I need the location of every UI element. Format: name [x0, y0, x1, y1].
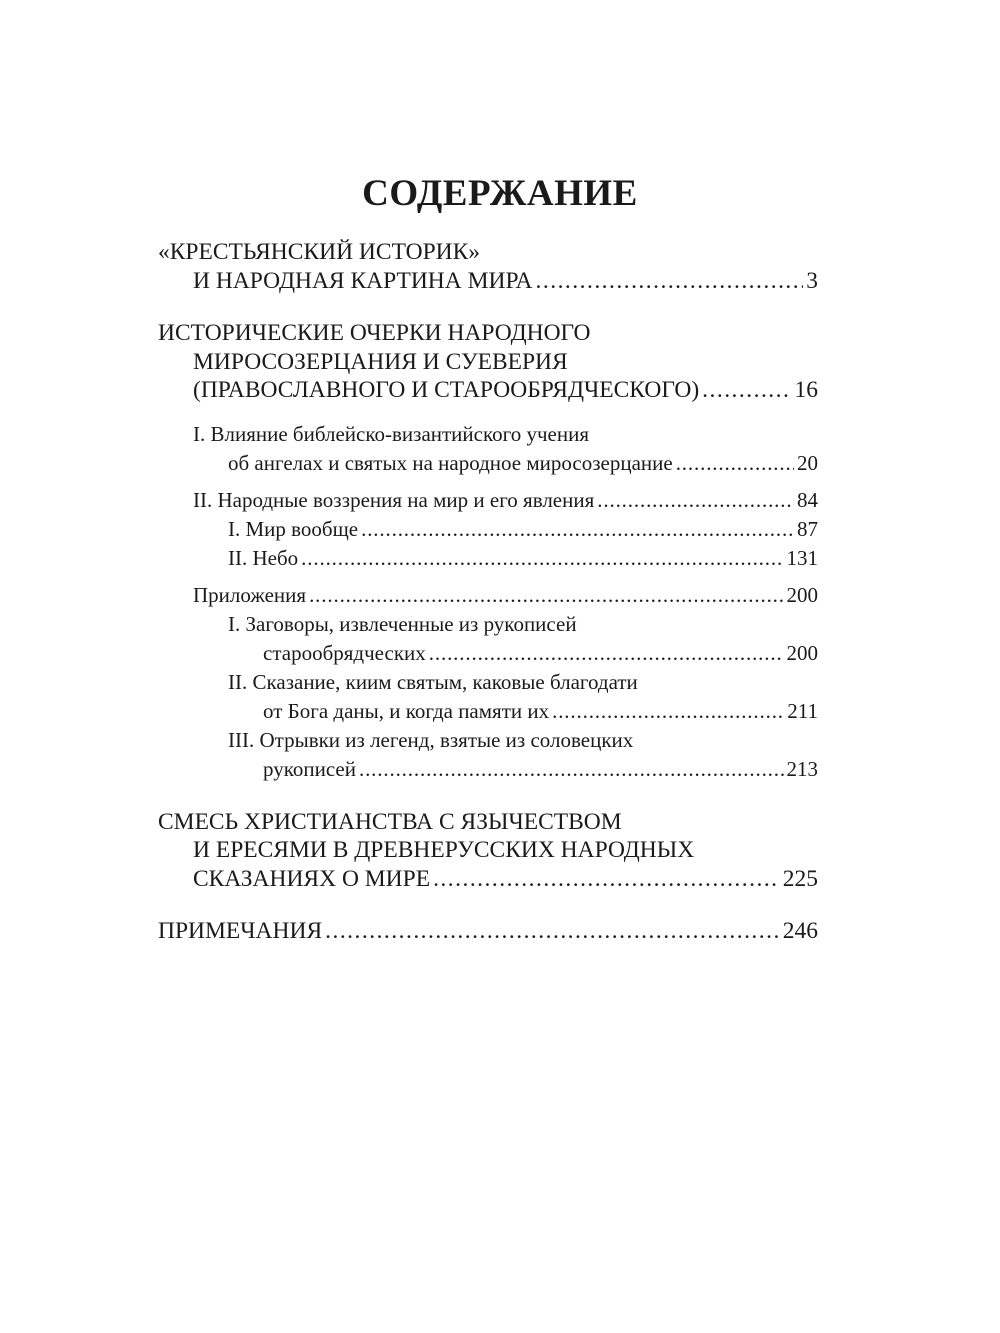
toc-page-number: 84: [797, 487, 818, 512]
toc-entry-line: [193, 420, 818, 449]
toc-entry-line: [228, 639, 818, 668]
toc-page-number: 131: [786, 545, 818, 570]
toc-entry-line: [228, 515, 818, 544]
toc-entry-biblical-influence[interactable]: [158, 420, 818, 478]
toc-entry-line: [228, 755, 818, 784]
toc-entry-text: И ЕРЕСЯМИ В ДРЕВНЕРУССКИХ НАРОДНЫХ: [193, 837, 695, 863]
toc-entry-text: МИРОСОЗЕРЦАНИЯ И СУЕВЕРИЯ: [193, 348, 568, 375]
dot-leader: [433, 865, 780, 894]
dot-leader: [429, 639, 784, 668]
toc-entry-peasant-historian[interactable]: [158, 238, 818, 295]
toc-entry-charms[interactable]: [158, 610, 818, 668]
toc-entry-text: II. Народные воззрения на мир и его явления: [193, 487, 595, 512]
dot-leader: [676, 449, 794, 478]
toc-page-number: 87: [797, 516, 818, 541]
toc-entry-text: «КРЕСТЬЯНСКИЙ ИСТОРИК»: [158, 239, 481, 265]
toc-entry-text: СМЕСЬ ХРИСТИАНСТВА С ЯЗЫЧЕСТВОМ: [158, 808, 622, 835]
toc-entry-line: [158, 348, 818, 377]
toc-entry-line: [193, 581, 818, 610]
toc-entry-line: [158, 917, 818, 946]
toc-page-number: 200: [786, 640, 818, 665]
toc-page-number: 16: [794, 377, 818, 403]
toc-entry-text: старообрядческих: [263, 640, 426, 665]
toc-entry-text: II. Небо: [228, 545, 299, 570]
toc-entry-line: [158, 836, 818, 865]
dot-leader: [301, 544, 783, 573]
toc-entry-legend-excerpts[interactable]: [158, 726, 818, 784]
toc-entry-text: ИСТОРИЧЕСКИЕ ОЧЕРКИ НАРОДНОГО: [158, 320, 591, 346]
toc-entry-tale-of-saints[interactable]: [158, 668, 818, 726]
toc-entry-appendices[interactable]: [158, 581, 818, 610]
toc-page-number: 3: [806, 267, 818, 294]
dot-leader: [325, 917, 780, 946]
toc-entry-folk-views[interactable]: [158, 486, 818, 515]
dot-leader: [702, 376, 791, 405]
dot-leader: [536, 267, 804, 296]
dot-leader: [309, 581, 783, 610]
toc-entry-sky[interactable]: [158, 544, 818, 573]
toc-entry-text: (ПРАВОСЛАВНОГО И СТАРООБРЯДЧЕСКОГО): [193, 377, 700, 403]
toc-entry-text: I. Заговоры, извлеченные из рукописей: [228, 611, 577, 636]
toc-entry-text: I. Влияние библейско-византийского учения: [193, 421, 589, 446]
page-title: СОДЕРЖАНИЕ: [362, 173, 638, 214]
toc-entry-line: [228, 668, 818, 697]
toc-page-number: 225: [782, 865, 818, 892]
toc-entry-line: [158, 319, 818, 348]
toc-entry-text: рукописей: [263, 756, 356, 781]
toc-entry-line: [158, 865, 818, 894]
toc-entry-text: III. Отрывки из легенд, взятые из соловецких: [228, 727, 634, 752]
toc-entry-text: ПРИМЕЧАНИЯ: [158, 918, 323, 944]
toc-page-number: 211: [787, 698, 818, 723]
toc-entry-text: I. Мир вообще: [228, 516, 359, 541]
toc-entry-line: [228, 544, 818, 573]
toc-entry-world-in-general[interactable]: [158, 515, 818, 544]
toc-page-number: 213: [786, 756, 818, 781]
toc-entry-line: [193, 486, 818, 515]
dot-leader: [359, 755, 784, 784]
toc-entry-text: СКАЗАНИЯХ О МИРЕ: [193, 865, 431, 892]
table-of-contents: [158, 238, 818, 946]
toc-entry-christianity-paganism[interactable]: [158, 808, 818, 894]
toc-entry-notes[interactable]: [158, 917, 818, 946]
toc-page-number: 20: [797, 450, 818, 475]
dot-leader: [552, 697, 784, 726]
toc-entry-text: II. Сказание, киим святым, каковые благодати: [228, 669, 638, 694]
toc-entry-line: [158, 808, 818, 837]
toc-entry-text: Приложения: [193, 582, 307, 607]
toc-entry-line: [228, 697, 818, 726]
toc-entry-line: [228, 726, 818, 755]
toc-entry-line: [158, 267, 818, 296]
toc-entry-historical-essays[interactable]: [158, 319, 818, 405]
toc-entry-line: [158, 376, 818, 405]
toc-page-number: 246: [782, 918, 818, 944]
dot-leader: [361, 515, 794, 544]
toc-entry-line: [193, 449, 818, 478]
toc-entry-text: от Бога даны, и когда памяти их: [263, 698, 550, 723]
toc-entry-text: И НАРОДНАЯ КАРТИНА МИРА: [193, 267, 533, 294]
dot-leader: [597, 486, 794, 515]
toc-page-number: 200: [786, 582, 818, 607]
toc-entry-text: об ангелах и святых на народное миросозерцание: [228, 450, 673, 475]
toc-entry-line: [158, 238, 818, 267]
toc-entry-line: [228, 610, 818, 639]
